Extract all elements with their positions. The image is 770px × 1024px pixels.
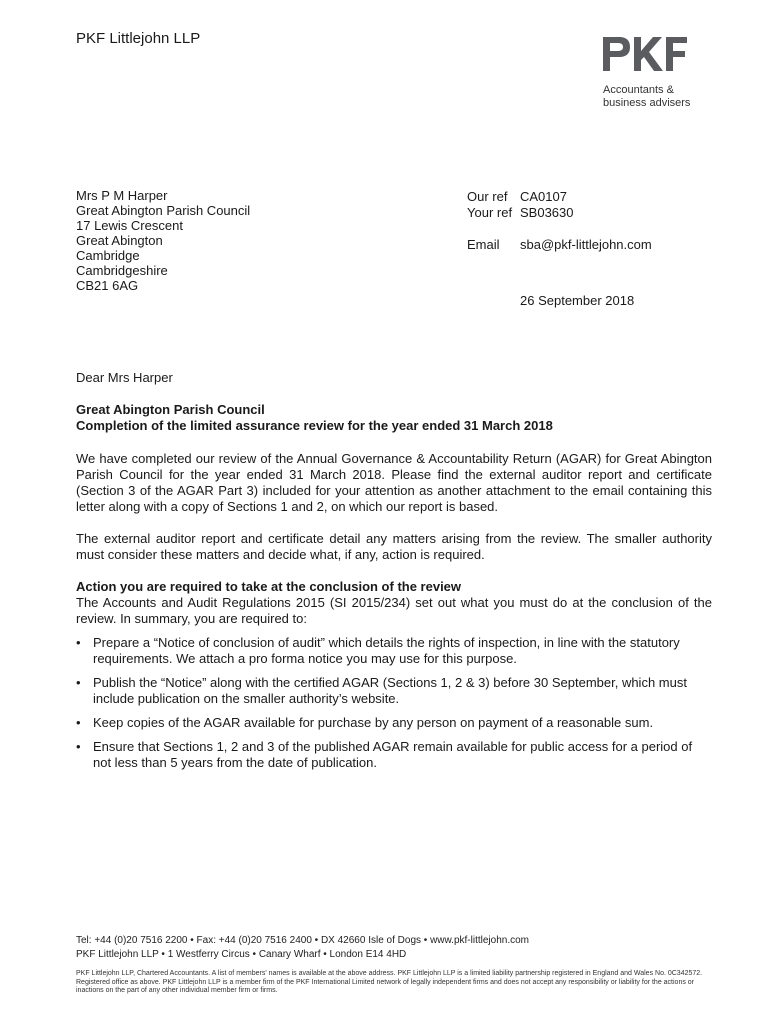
- tagline-line2: business advisers: [603, 97, 691, 109]
- your-ref-label: Your ref: [467, 205, 513, 220]
- address-line: Cambridge: [76, 248, 140, 263]
- address-line: Cambridgeshire: [76, 263, 168, 278]
- list-item: [76, 715, 712, 731]
- footer: [76, 934, 716, 996]
- salutation: Dear Mrs Harper: [76, 370, 173, 385]
- list-item-text: Publish the “Notice” along with the certified AGAR (Sections 1, 2 & 3) before 30 September, which must include publication on the smaller authority’s website.: [93, 675, 687, 706]
- bullet-icon: •: [76, 635, 81, 650]
- paragraph-3: The Accounts and Audit Regulations 2015 (SI 2015/234) set out what you must do at the conclusion of the review. In summary, you are required to:: [76, 595, 712, 626]
- footer-legal: PKF Littlejohn LLP, Chartered Accountants. A list of members' names is available at the above address. PKF Littlejohn LLP is a limited liability partnership registered in England and Wales No. 0C342572. Registered office as above. PKF Littlejohn LLP is a member firm of the PKF International Limited network of legally independent firms and does not accept any responsibility or liability for the actions or inactions on the part of any other individual member firm or firms.: [76, 970, 703, 994]
- address-line: 17 Lewis Crescent: [76, 218, 183, 233]
- paragraph-2: The external auditor report and certificate detail any matters arising from the review. The smaller authority must consider these matters and decide what, if any, action is required.: [76, 531, 712, 562]
- email-label: Email: [467, 237, 500, 252]
- email-row: [467, 237, 652, 252]
- recipient-address: [76, 188, 250, 293]
- tagline: [603, 84, 690, 110]
- firm-name: PKF Littlejohn LLP: [76, 30, 201, 47]
- footer-contact: Tel: +44 (0)20 7516 2200 • Fax: +44 (0)20 7516 2400 • DX 42660 Isle of Dogs • www.pkf-littlejohn.com: [76, 935, 529, 946]
- paragraph-1: We have completed our review of the Annual Governance & Accountability Return (AGAR) for Great Abington Parish Council for the year ended 31 March 2018. Please find the external auditor report and certificate (Section 3 of the AGAR Part 3) included for your attention as another attachment to the email containing this letter along with a copy of Sections 1 and 2, on which our report is based.: [76, 451, 712, 514]
- pkf-logo: [602, 36, 688, 72]
- letter-body: [76, 370, 712, 779]
- tagline-line1: Accountants &: [603, 84, 674, 96]
- subject-line1: Great Abington Parish Council: [76, 402, 265, 417]
- address-line: Great Abington Parish Council: [76, 203, 251, 218]
- action-heading: Action you are required to take at the conclusion of the review: [76, 579, 462, 594]
- bullet-icon: •: [76, 739, 81, 754]
- address-line: Mrs P M Harper: [76, 188, 168, 203]
- list-item-text: Prepare a “Notice of conclusion of audit” which details the rights of inspection, in line with the statutory requirements. We attach a pro forma notice you may use for this purpose.: [93, 635, 680, 666]
- subject-line2: Completion of the limited assurance review for the year ended 31 March 2018: [76, 418, 553, 433]
- list-item: [76, 635, 712, 667]
- bullet-icon: •: [76, 715, 81, 730]
- footer-address: PKF Littlejohn LLP • 1 Westferry Circus • Canary Wharf • London E14 4HD: [76, 949, 407, 960]
- our-ref-row: [467, 189, 574, 205]
- requirements-list: [76, 635, 712, 771]
- subject: [76, 402, 712, 434]
- your-ref-value: SB03630: [520, 205, 574, 220]
- list-item-text: Keep copies of the AGAR available for purchase by any person on payment of a reasonable sum.: [93, 715, 654, 730]
- your-ref-row: [467, 205, 574, 221]
- list-item: [76, 739, 712, 771]
- address-line: CB21 6AG: [76, 278, 139, 293]
- address-line: Great Abington: [76, 233, 163, 248]
- letter-date: 26 September 2018: [520, 293, 635, 308]
- email-link[interactable]: sba@pkf-littlejohn.com: [520, 237, 652, 252]
- bullet-icon: •: [76, 675, 81, 690]
- our-ref-value: CA0107: [520, 189, 567, 204]
- list-item: [76, 675, 712, 707]
- our-ref-label: Our ref: [467, 189, 508, 204]
- list-item-text: Ensure that Sections 1, 2 and 3 of the published AGAR remain available for public access for a period of not less than 5 years from the date of publication.: [93, 739, 693, 770]
- reference-block: [467, 189, 574, 221]
